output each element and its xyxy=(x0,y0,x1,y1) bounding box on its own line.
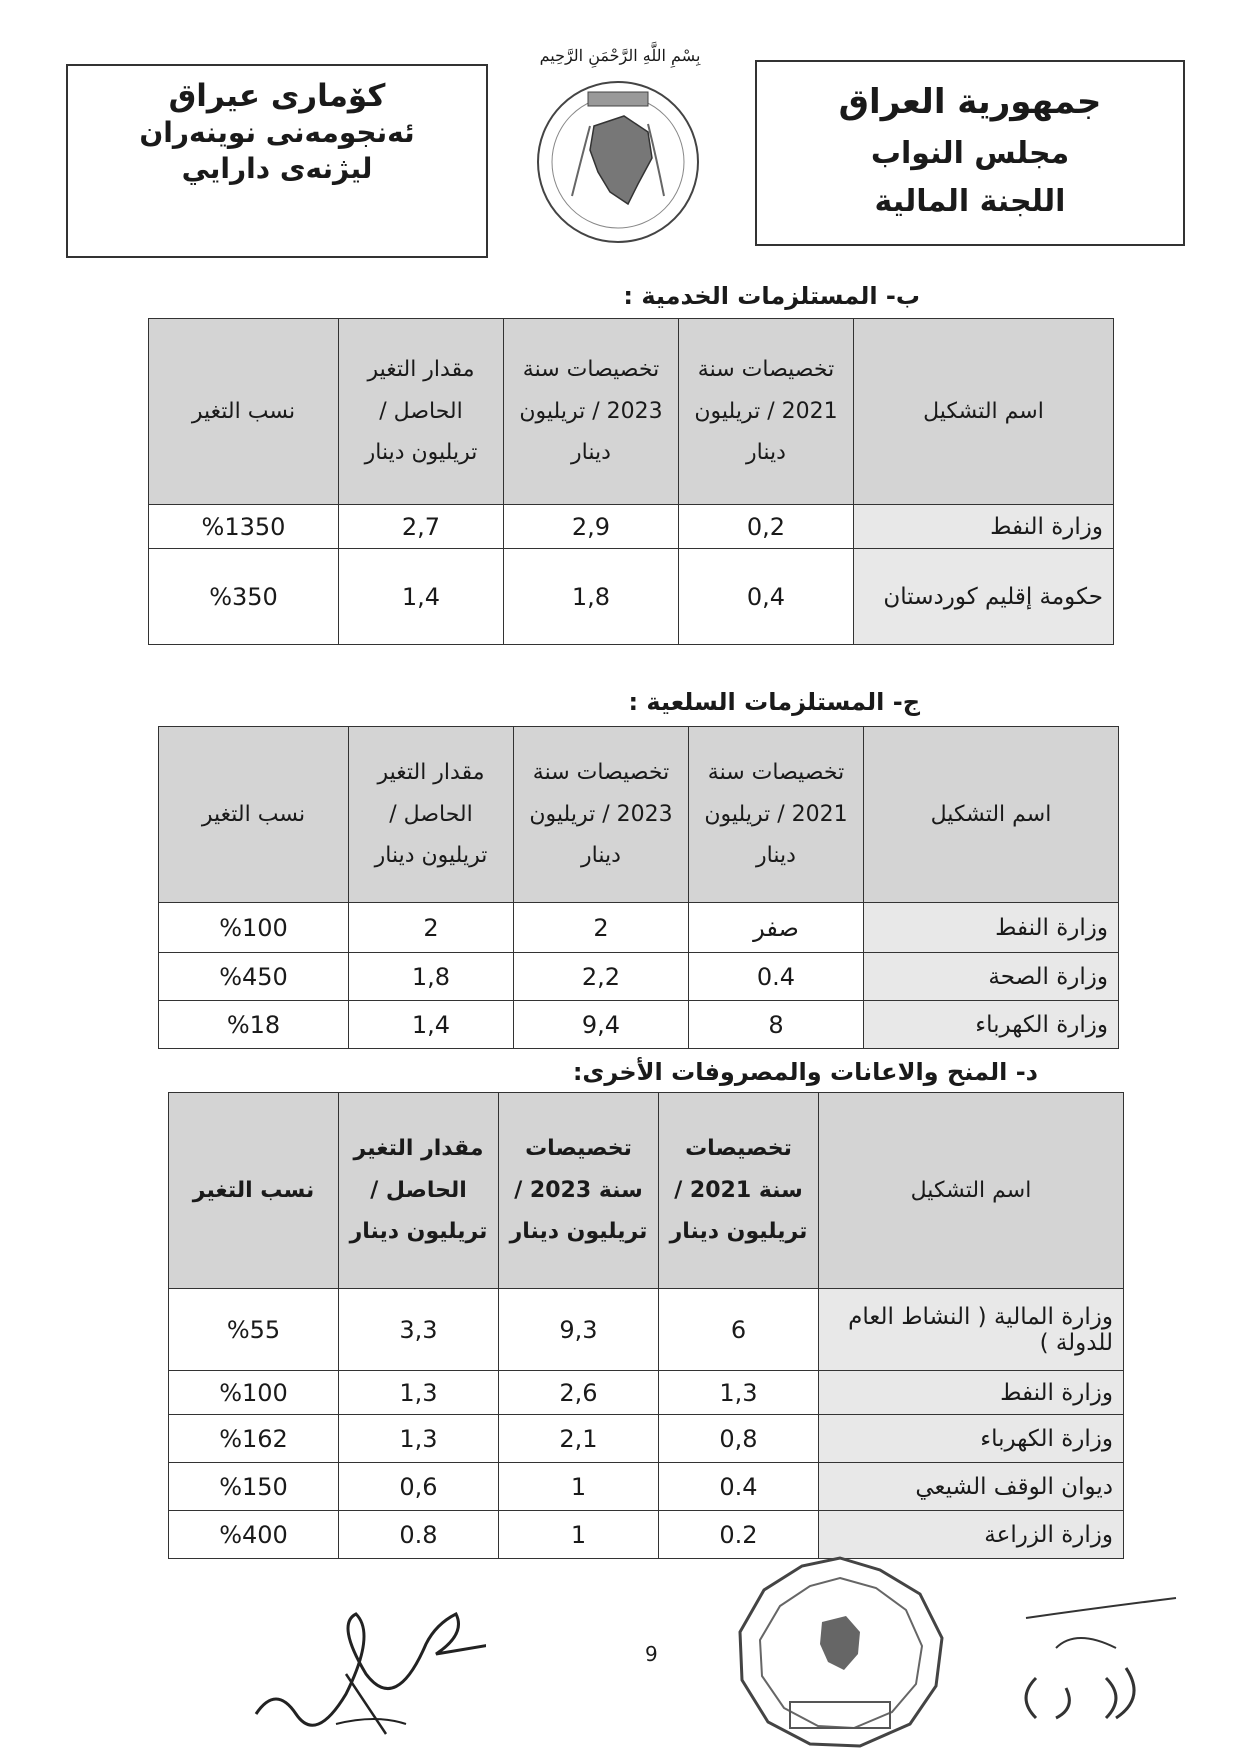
header-parliament: مجلس النواب xyxy=(870,136,1070,171)
table-row xyxy=(169,1371,1124,1415)
header-2023: تخصيصات سنة 2023 / تريليون دينار xyxy=(514,727,689,903)
header-2021: تخصيصات سنة 2021 / تريليون دينار xyxy=(689,727,864,903)
signature-left-icon xyxy=(246,1584,486,1744)
cell-change: 1,4 xyxy=(349,1001,514,1049)
table-grants xyxy=(168,1092,1124,1559)
cell-2023: 1 xyxy=(499,1511,659,1559)
cell-change: 0,6 xyxy=(339,1463,499,1511)
cell-rate: %162 xyxy=(169,1415,339,1463)
cell-name: وزارة النفط xyxy=(819,1371,1124,1415)
cell-name: وزارة النفط xyxy=(864,903,1119,953)
cell-2021: 0.2 xyxy=(659,1511,819,1559)
header-2021: تخصيصات سنة 2021 / تريليون دينار xyxy=(659,1093,819,1289)
cell-rate: %450 xyxy=(159,953,349,1001)
parliament-emblem-icon xyxy=(532,76,704,248)
cell-2021: 6 xyxy=(659,1289,819,1371)
header-2023: تخصيصات سنة 2023 / تريليون دينار xyxy=(499,1093,659,1289)
header-name: اسم التشكيل xyxy=(854,319,1114,505)
header-change: مقدار التغير الحاصل / تريليون دينار xyxy=(339,319,504,505)
page-number: 9 xyxy=(645,1642,658,1666)
header-change: مقدار التغير الحاصل / تريليون دينار xyxy=(349,727,514,903)
cell-change: 2,7 xyxy=(339,505,504,549)
cell-name: وزارة الصحة xyxy=(864,953,1119,1001)
official-stamp-icon xyxy=(730,1552,950,1752)
cell-2023: 2,6 xyxy=(499,1371,659,1415)
cell-name: ديوان الوقف الشيعي xyxy=(819,1463,1124,1511)
table-row xyxy=(159,1001,1119,1049)
cell-change: 1,3 xyxy=(339,1415,499,1463)
kurdish-header-line1: كۆمارى عيراق xyxy=(168,78,386,114)
table-goods xyxy=(158,726,1119,1049)
section-title-grants: د- المنح والاعانات والمصروفات الأخرى: xyxy=(572,1058,1038,1086)
cell-rate: %150 xyxy=(169,1463,339,1511)
cell-2023: 1 xyxy=(499,1463,659,1511)
table-services xyxy=(148,318,1114,645)
cell-change: 2 xyxy=(349,903,514,953)
table-row xyxy=(169,1415,1124,1463)
header-name: اسم التشكيل xyxy=(864,727,1119,903)
header-change: مقدار التغير الحاصل / تريليون دينار xyxy=(339,1093,499,1289)
cell-2023: 9,3 xyxy=(499,1289,659,1371)
cell-2021: 0,2 xyxy=(679,505,854,549)
table-row xyxy=(169,1289,1124,1371)
header-rate: نسب التغير xyxy=(169,1093,339,1289)
table-row xyxy=(149,505,1114,549)
cell-name: وزارة المالية ( النشاط العام للدولة ) xyxy=(819,1289,1124,1371)
cell-rate: %350 xyxy=(149,549,339,645)
cell-change: 1,3 xyxy=(339,1371,499,1415)
cell-2023: 2,9 xyxy=(504,505,679,549)
basmala: بِسْمِ اللَّهِ الرَّحْمَنِ الرَّحِيم xyxy=(539,46,701,65)
cell-2021: 0.4 xyxy=(689,953,864,1001)
cell-change: 1,8 xyxy=(349,953,514,1001)
cell-rate: %1350 xyxy=(149,505,339,549)
cell-2021: 0.4 xyxy=(659,1463,819,1511)
section-title-services: ب- المستلزمات الخدمية : xyxy=(623,282,920,310)
cell-2021: صفر xyxy=(689,903,864,953)
header-rate: نسب التغير xyxy=(149,319,339,505)
kurdish-header-line3: ليژنەى دارايي xyxy=(181,152,373,185)
cell-name: وزارة الكهرباء xyxy=(864,1001,1119,1049)
arabic-header-box xyxy=(755,60,1185,246)
cell-rate: %100 xyxy=(169,1371,339,1415)
cell-2021: 0,8 xyxy=(659,1415,819,1463)
table-row xyxy=(169,1511,1124,1559)
kurdish-header-box xyxy=(66,64,488,258)
header-rate: نسب التغير xyxy=(159,727,349,903)
cell-name: وزارة النفط xyxy=(854,505,1114,549)
header-name: اسم التشكيل xyxy=(819,1093,1124,1289)
cell-2021: 1,3 xyxy=(659,1371,819,1415)
section-title-goods: ج- المستلزمات السلعية : xyxy=(628,688,920,716)
cell-2023: 2,2 xyxy=(514,953,689,1001)
cell-name: حكومة إقليم كوردستان xyxy=(854,549,1114,645)
header-2021: تخصيصات سنة 2021 / تريليون دينار xyxy=(679,319,854,505)
cell-rate: %100 xyxy=(159,903,349,953)
cell-2023: 2,1 xyxy=(499,1415,659,1463)
cell-change: 3,3 xyxy=(339,1289,499,1371)
cell-change: 1,4 xyxy=(339,549,504,645)
cell-2021: 0,4 xyxy=(679,549,854,645)
table-row xyxy=(169,1463,1124,1511)
signature-right-icon xyxy=(1016,1588,1186,1738)
cell-change: 0.8 xyxy=(339,1511,499,1559)
table-row xyxy=(149,549,1114,645)
cell-2023: 2 xyxy=(514,903,689,953)
table-row xyxy=(159,953,1119,1001)
cell-2023: 1,8 xyxy=(504,549,679,645)
cell-rate: %55 xyxy=(169,1289,339,1371)
cell-2021: 8 xyxy=(689,1001,864,1049)
header-committee: اللجنة المالية xyxy=(874,184,1066,219)
cell-name: وزارة الزراعة xyxy=(819,1511,1124,1559)
cell-2023: 9,4 xyxy=(514,1001,689,1049)
cell-rate: %18 xyxy=(159,1001,349,1049)
cell-name: وزارة الكهرباء xyxy=(819,1415,1124,1463)
header-republic: جمهورية العراق xyxy=(838,82,1102,122)
header-2023: تخصيصات سنة 2023 / تريليون دينار xyxy=(504,319,679,505)
kurdish-header-line2: ئەنجومەنى نوينەران xyxy=(139,116,415,149)
cell-rate: %400 xyxy=(169,1511,339,1559)
table-row xyxy=(159,903,1119,953)
